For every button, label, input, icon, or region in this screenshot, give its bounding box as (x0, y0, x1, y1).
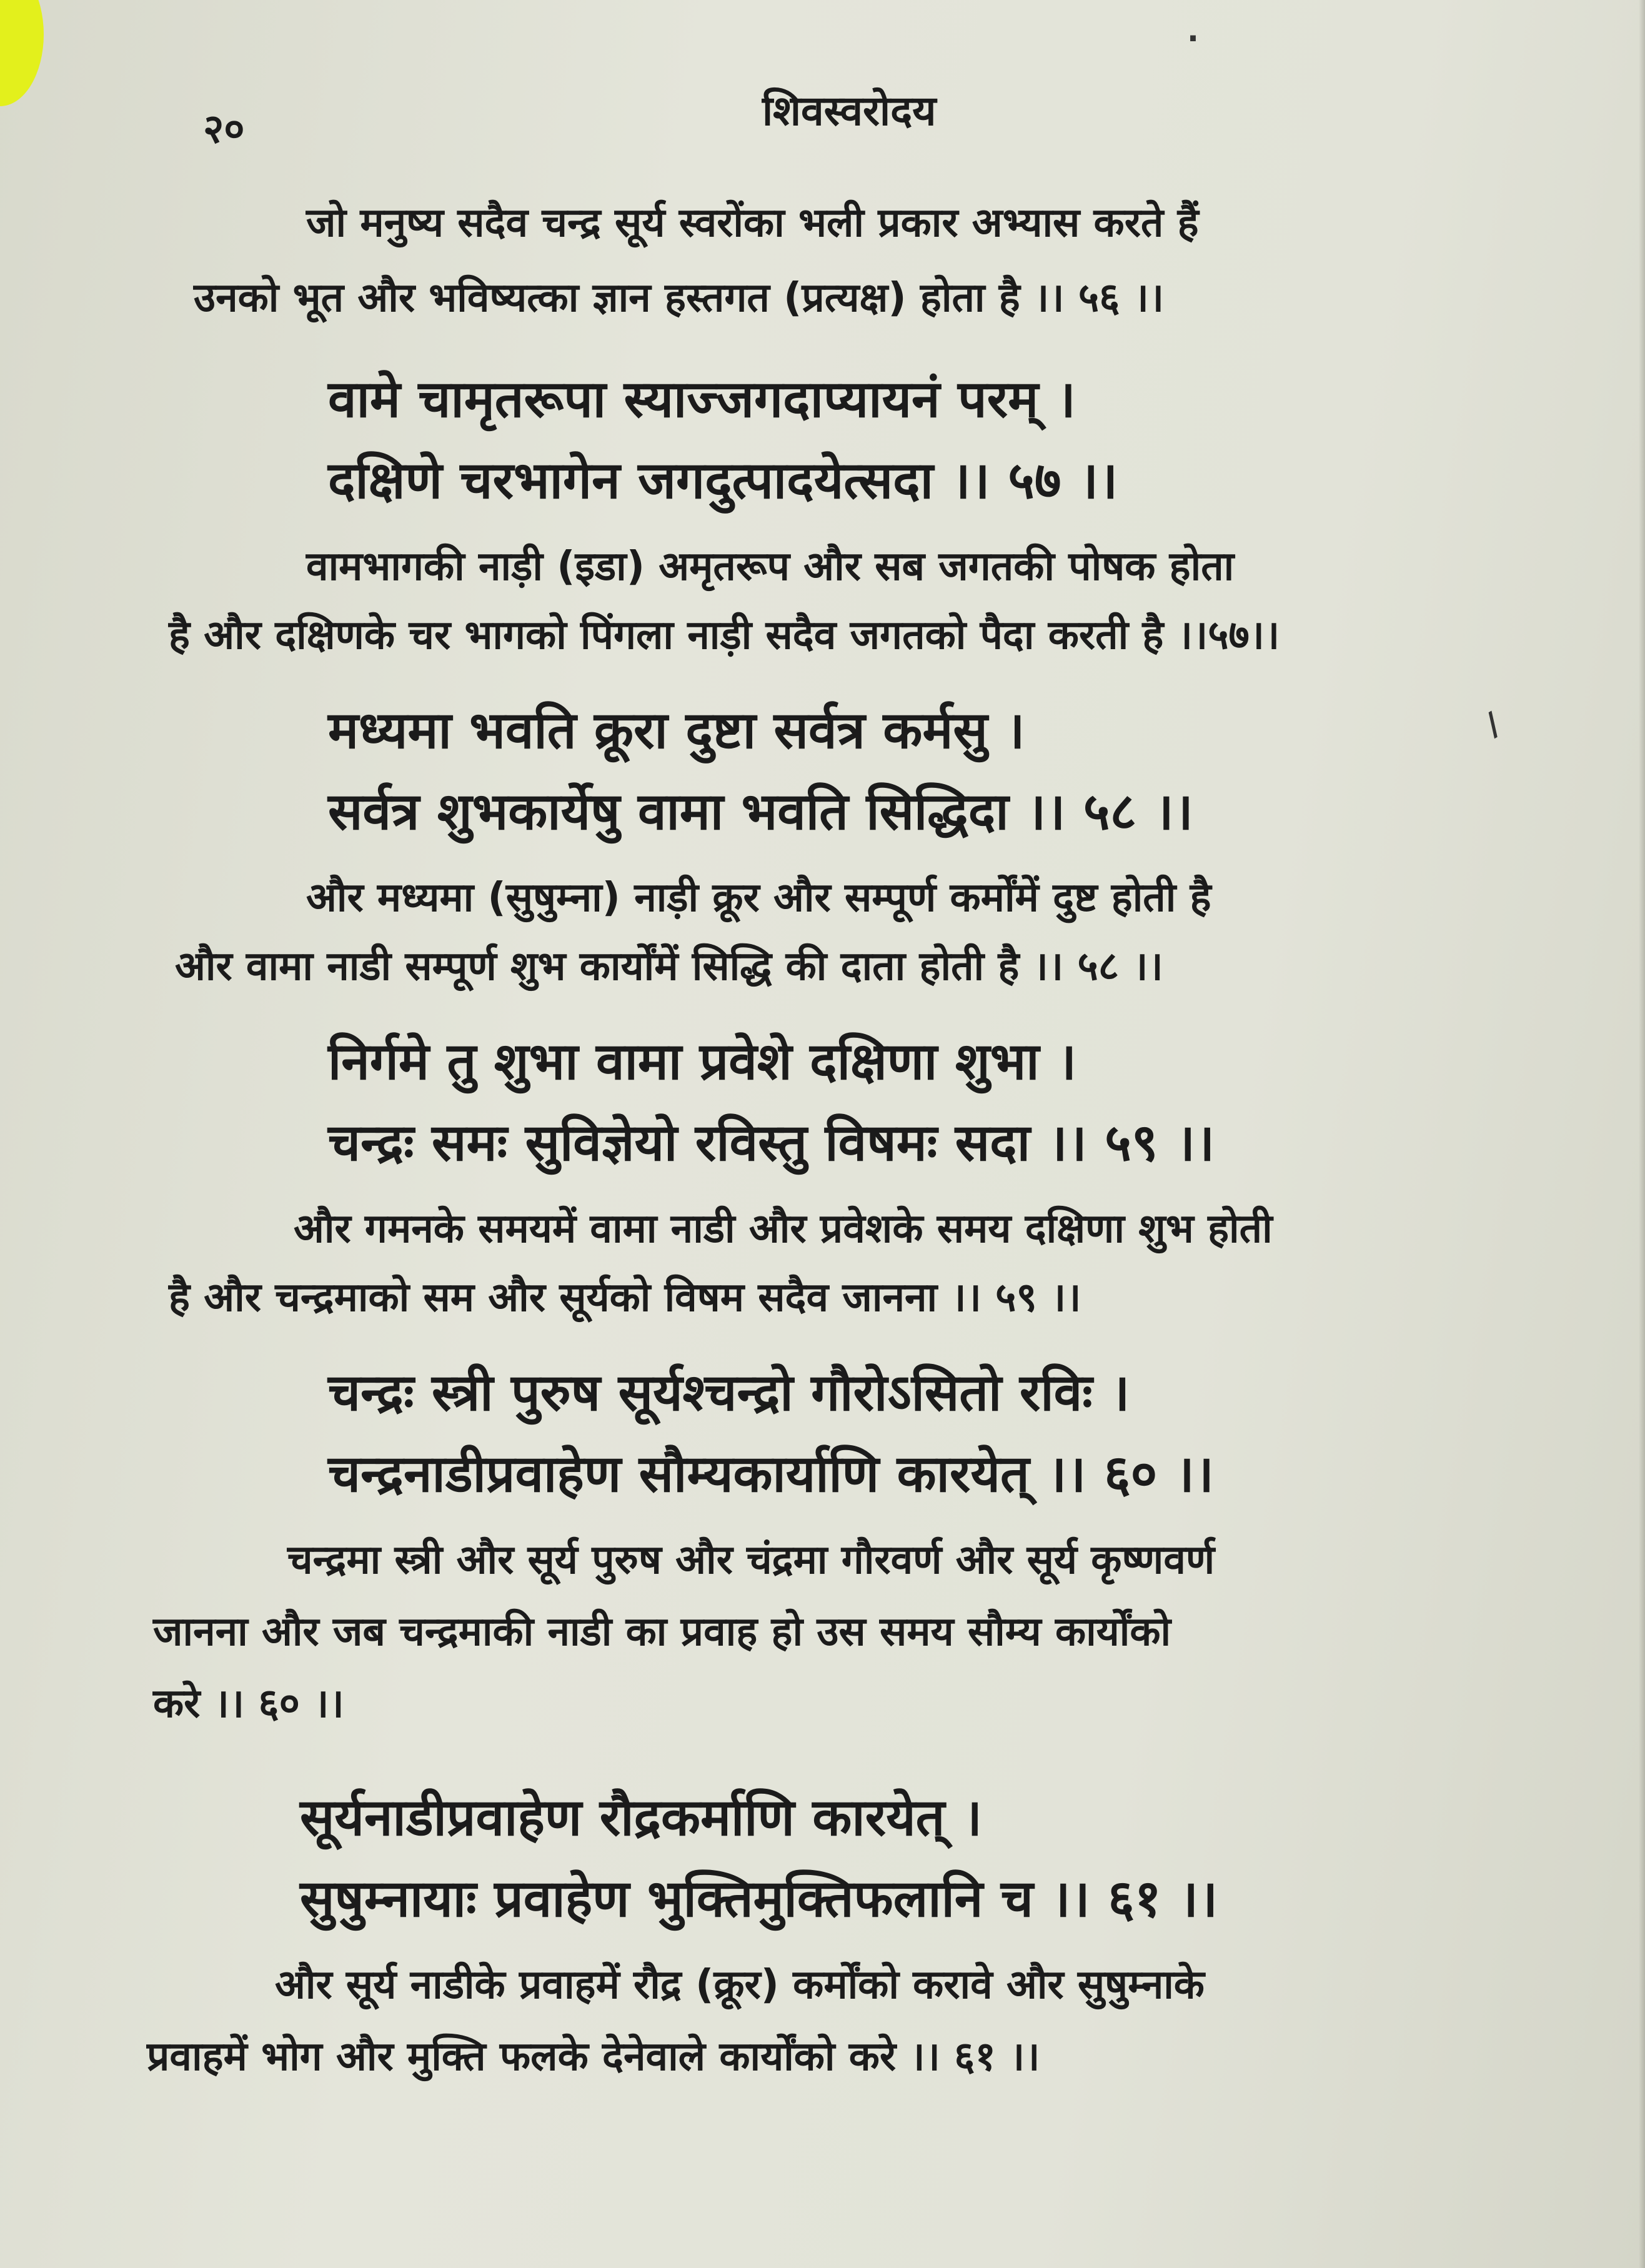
sanskrit-verse-line: निर्गमे तु शुभा वामा प्रवेशे दक्षिणा शुभा । (328, 1032, 1077, 1092)
yellow-sticker (0, 0, 44, 106)
translation-line: प्रवाहमें भोग और मुक्ति फलके देनेवाले कार्योंको करे ।। ६१ ।। (147, 2034, 1040, 2080)
page-edge-shadow (1639, 0, 1645, 2268)
sanskrit-verse-line: सूर्यनाडीप्रवाहेण रौद्रकर्माणि कारयेत् । (300, 1788, 983, 1848)
sanskrit-verse-line: चन्द्रः समः सुविज्ञेयो रविस्तु विषमः सदा ।। ५९ ।। (328, 1113, 1215, 1173)
translation-line: है और चन्द्रमाको सम और सूर्यको विषम सदैव जानना ।। ५९ ।। (169, 1275, 1081, 1321)
translation-line: जानना और जब चन्द्रमाकी नाडी का प्रवाह हो उस समय सौम्य कार्योंको (153, 1609, 1171, 1655)
sanskrit-verse-line: चन्द्रः स्त्री पुरुष सूर्यश्चन्द्रो गौरोऽसितो रविः । (328, 1363, 1130, 1423)
translation-line: और गमनके समयमें वामा नाडी और प्रवेशके समय दक्षिणा शुभ होती (294, 1206, 1273, 1252)
translation-line: और वामा नाडी सम्पूर्ण शुभ कार्योंमें सिद्धि की दाता होती है ।। ५८ ।। (175, 943, 1163, 990)
translation-line: वामभागकी नाड़ी (इडा) अमृतरूप और सब जगतकी पोषक होता (306, 544, 1235, 590)
sanskrit-verse-line: सर्वत्र शुभकार्येषु वामा भवति सिद्धिदा ।। ५८ ।। (328, 782, 1193, 842)
sanskrit-verse-line: मध्यमा भवति क्रूरा दुष्टा सर्वत्र कर्मसु । (328, 701, 1025, 760)
translation-line: और सूर्य नाडीके प्रवाहमें रौद्र (क्रूर) कर्मोंको करावे और सुषुम्नाके (275, 1962, 1205, 2008)
pen-mark: / (1478, 705, 1507, 743)
translation-line: उनको भूत और भविष्यत्का ज्ञान हस्तगत (प्रत्यक्ष) होता है ।। ५६ ।। (194, 275, 1165, 321)
running-title: शिवस्वरोदय (762, 87, 937, 135)
page-number: २० (203, 106, 245, 152)
sanskrit-verse-line: दक्षिणे चरभागेन जगदुत्पादयेत्सदा ।। ५७ ।। (328, 451, 1118, 510)
sanskrit-verse-line: वामे चामृतरूपा स्याज्जगदाप्यायनं परम् । (328, 370, 1076, 429)
print-speck: . (1187, 12, 1199, 49)
translation-line: है और दक्षिणके चर भागको पिंगला नाड़ी सदैव जगतको पैदा करती है ।।५७।। (169, 612, 1280, 659)
translation-line: करे ।। ६० ।। (153, 1681, 344, 1727)
translation-line: जो मनुष्य सदैव चन्द्र सूर्य स्वरोंका भली प्रकार अभ्यास करते हैं (306, 200, 1199, 246)
translation-line: चन्द्रमा स्त्री और सूर्य पुरुष और चंद्रमा गौरवर्ण और सूर्य कृष्णवर्ण (287, 1537, 1215, 1583)
translation-line: और मध्यमा (सुषुम्ना) नाड़ी क्रूर और सम्पूर्ण कर्मोंमें दुष्ट होती है (306, 875, 1211, 921)
sanskrit-verse-line: चन्द्रनाडीप्रवाहेण सौम्यकार्याणि कारयेत् ।। ६० ।। (328, 1445, 1214, 1504)
sanskrit-verse-line: सुषुम्नायाः प्रवाहेण भुक्तिमुक्तिफलानि च ।। ६१ ।। (300, 1869, 1218, 1929)
